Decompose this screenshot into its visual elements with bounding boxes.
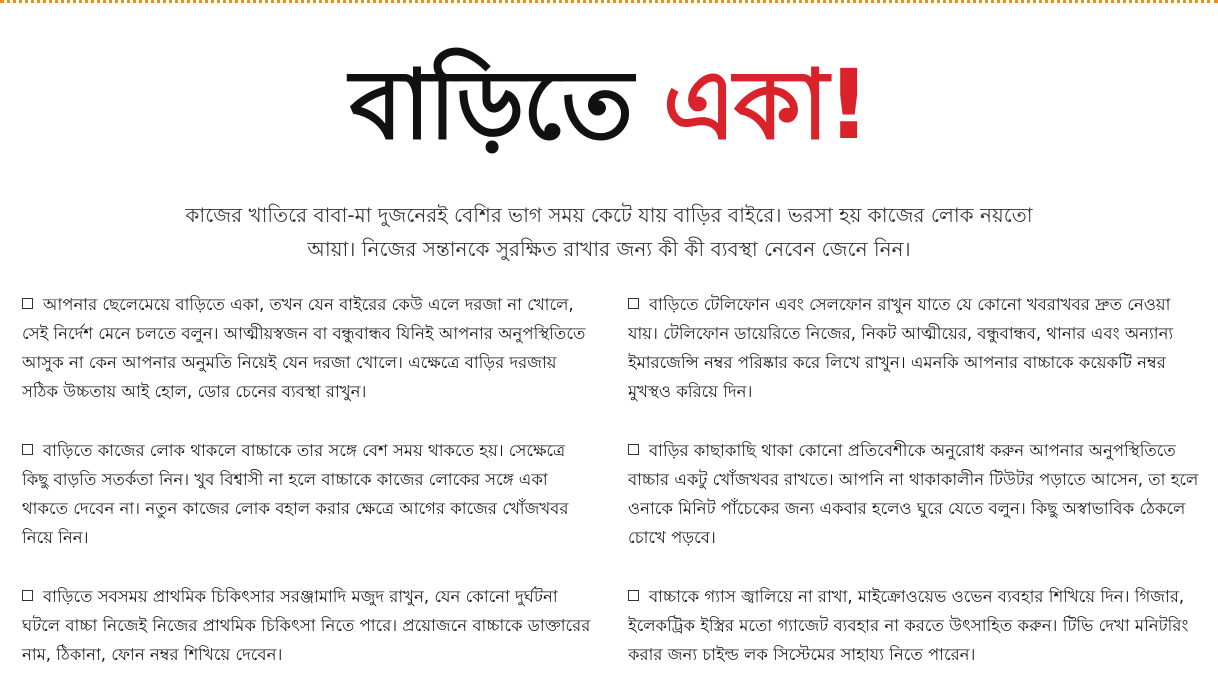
lede-line-1: কাজের খাতিরে বাবা-মা দুজনেরই বেশির ভাগ সময় কেটে যায় বাড়ির বাইরে। ভরসা হয় কাজের লোক নয়তো <box>185 203 1033 227</box>
tip-text: বাচ্চাকে গ্যাস জ্বালিয়ে না রাখা, মাইক্রোওয়েভ ওভেন ব্যবহার শিখিয়ে দিন। গিজার, ইলেকট্রিক ইস্ত্রির মতো গ্যাজেট ব্যবহার না করতে উৎসাহিত করুন। টিভি দেখা মনিটরিং করার জন্য চাইল্ড লক সিস্টেমের সাহায্য নিতে পারেন। <box>628 587 1189 664</box>
tip-text: বাড়িতে সবসময় প্রাথমিক চিকিৎসার সরঞ্জামাদি মজুদ রাখুন, যেন কোনো দুর্ঘটনা ঘটলে বাচ্চা নিজেই নিজের প্রাথমিক চিকিৎসা নিতে পারে। প্রয়োজনে বাচ্চাকে ডাক্তারের নাম, ঠিকানা, ফোন নম্বর শিখিয়ে দেবেন। <box>22 587 591 664</box>
headline-black-part: বাড়িতে <box>349 49 632 161</box>
tip-paragraph <box>22 582 594 669</box>
tip-text: বাড়িতে কাজের লোক থাকলে বাচ্চাকে তার সঙ্গে বেশ সময় থাকতে হয়। সেক্ষেত্রে কিছু বাড়তি সতর্কতা নিন। খুব বিশ্বাসী না হলে বাচ্চাকে কাজের লোকের সঙ্গে একা থাকতে দেবেন না। নতুন কাজের লোক বহাল করার ক্ষেত্রে আগের কাজের খোঁজখবর নিয়ে নিন। <box>22 441 569 547</box>
top-dotted-rule <box>0 0 1218 7</box>
square-bullet-icon <box>628 444 639 455</box>
tip-paragraph <box>22 290 594 406</box>
tip-paragraph <box>628 582 1200 669</box>
square-bullet-icon <box>22 590 33 601</box>
tip-text: বাড়ির কাছাকাছি থাকা কোনো প্রতিবেশীকে অনুরোধ করুন আপনার অনুপস্থিতিতে বাচ্চার একটু খোঁজখবর রাখতে। আপনি না থাকাকালীন টিউটর পড়াতে আসেন, তা হলে ওনাকে মিনিট পাঁচেকের জন্য একবার হলেও ঘুরে যেতে বলুন। কিছু অস্বাভাবিক ঠেকলে চোখে পড়বে। <box>628 441 1199 547</box>
tip-paragraph <box>22 436 594 552</box>
headline <box>0 40 1218 170</box>
tip-text: বাড়িতে টেলিফোন এবং সেলফোন রাখুন যাতে যে কোনো খবরাখবর দ্রুত নেওয়া যায়। টেলিফোন ডায়েরিতে নিজের, নিকট আত্মীয়ের, বন্ধুবান্ধব, থানার এবং অন্যান্য ইমারজেন্সি নম্বর পরিষ্কার করে লিখে রাখুন। এমনকি আপনার বাচ্চাকে কয়েকটি নম্বর মুখস্থও করিয়ে দিন। <box>628 295 1174 401</box>
square-bullet-icon <box>22 298 33 309</box>
tip-paragraph <box>628 290 1200 406</box>
right-column <box>628 290 1200 669</box>
tips-columns <box>22 290 1200 669</box>
headline-red-part: একা! <box>662 49 869 161</box>
tip-paragraph <box>628 436 1200 552</box>
square-bullet-icon <box>628 298 639 309</box>
lede-paragraph <box>100 198 1118 266</box>
left-column <box>22 290 594 669</box>
lede-line-2: আয়া। নিজের সন্তানকে সুরক্ষিত রাখার জন্য কী কী ব্যবস্থা নেবেন জেনে নিন। <box>307 237 911 261</box>
square-bullet-icon <box>22 444 33 455</box>
tip-text: আপনার ছেলেমেয়ে বাড়িতে একা, তখন যেন বাইরের কেউ এলে দরজা না খোলে, সেই নির্দেশ মেনে চলতে বলুন। আত্মীয়স্বজন বা বন্ধুবান্ধব যিনিই আপনার অনুপস্থিতিতে আসুক না কেন আপনার অনুমতি নিয়েই যেন দরজা খোলে। এক্ষেত্রে বাড়ির দরজায় সঠিক উচ্চতায় আই হোল, ডোর চেনের ব্যবস্থা রাখুন। <box>22 295 586 401</box>
square-bullet-icon <box>628 590 639 601</box>
